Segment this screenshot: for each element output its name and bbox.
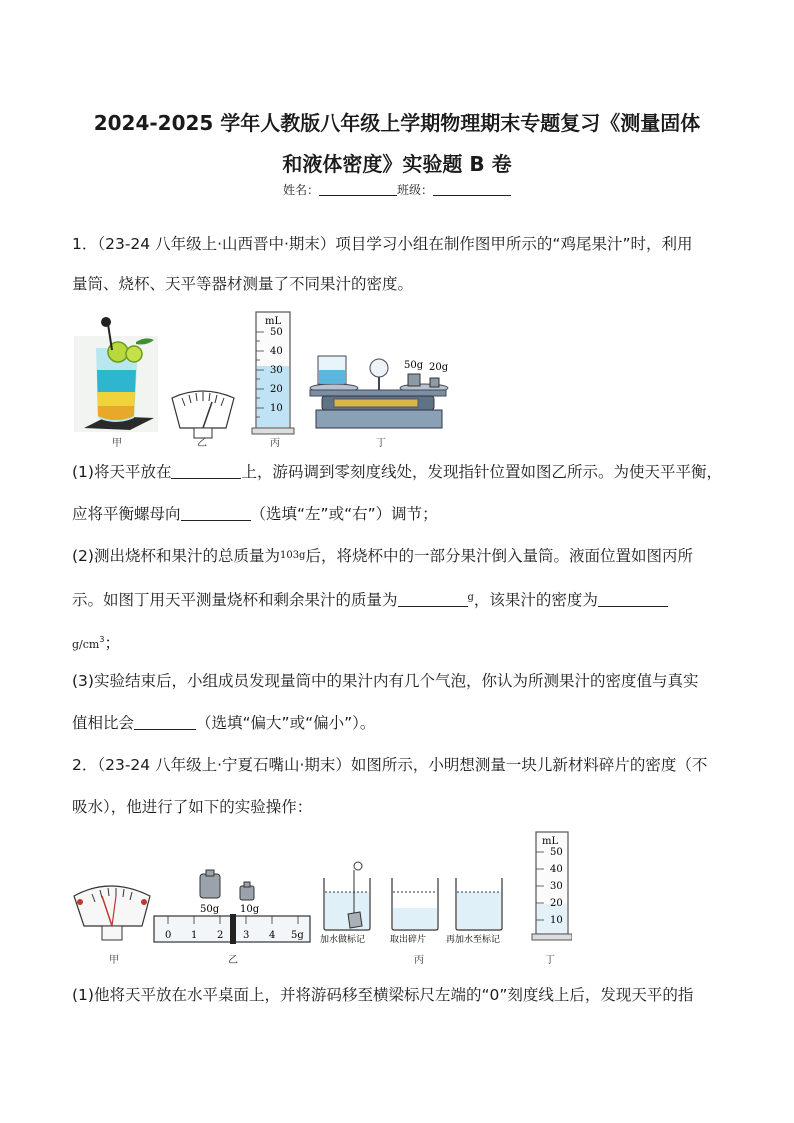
beaker-label-1: 加水做标记 bbox=[320, 935, 366, 945]
q1-caption-yi: 乙 bbox=[197, 438, 207, 449]
cylinder-tick-20: 20 bbox=[270, 384, 283, 395]
q1-blank-1[interactable] bbox=[171, 465, 241, 479]
q1-part1-line2: 应将平衡螺母向 （选填“左”或“右”）调节； bbox=[72, 505, 438, 523]
document-title-line2: 和液体密度》实验题 B 卷 bbox=[282, 152, 512, 176]
student-info-line bbox=[0, 181, 794, 198]
ruler-label-4: 4 bbox=[269, 930, 276, 941]
balance-with-weights bbox=[310, 356, 449, 428]
q1-part3-line1: (3)实验结束后，小组成员发现量筒中的果汁内有几个气泡，你认为所测果汁的密度值与真实 bbox=[72, 672, 699, 690]
q2-cylinder-tick-20: 20 bbox=[550, 898, 563, 909]
cylinder-tick-10: 10 bbox=[270, 403, 283, 414]
q1-caption-jia: 甲 bbox=[112, 438, 122, 449]
q1-part1-line1: (1)将天平放在 上，游码调到零刻度线处，发现指针位置如图乙所示。为使天平平衡， bbox=[72, 463, 722, 481]
weight-50g-label: 50g bbox=[404, 360, 424, 371]
q2-beaker-3 bbox=[456, 878, 502, 930]
cylinder-unit-label: mL bbox=[265, 316, 282, 327]
q2-caption-yi: 乙 bbox=[228, 955, 238, 966]
q2-cylinder-unit: mL bbox=[542, 836, 559, 847]
class-label: 班级： bbox=[397, 183, 434, 197]
q1-caption-ding: 丁 bbox=[376, 438, 386, 449]
q1-caption-bing: 丙 bbox=[270, 438, 280, 449]
ruler-label-3: 3 bbox=[243, 930, 250, 941]
balance-pointer-scale bbox=[172, 391, 234, 438]
ruler-label-2: 2 bbox=[217, 930, 224, 941]
cylinder-tick-40: 40 bbox=[270, 346, 283, 357]
q2-pointer-scale bbox=[74, 886, 150, 940]
q1-part2-line3: $g/cm^3$； bbox=[72, 634, 120, 652]
q1-blank-2[interactable] bbox=[181, 507, 251, 521]
q2-beaker-2 bbox=[392, 878, 438, 930]
q2-cylinder-tick-40: 40 bbox=[550, 864, 563, 875]
q2-weight-10g: 10g bbox=[240, 904, 260, 915]
q1-stem-line2: 量筒、烧杯、天平等器材测量了不同果汁的密度。 bbox=[72, 275, 414, 293]
q1-blank-3[interactable] bbox=[398, 593, 468, 607]
q1-part3-line2: 值相比会 （选填“偏大”或“偏小”）。 bbox=[72, 714, 376, 732]
name-label: 姓名： bbox=[282, 183, 319, 197]
q1-part2-line1: (2)测出烧杯和果汁的总质量为103g后，将烧杯中的一部分果汁倒入量筒。液面位置如图丙所 bbox=[72, 547, 693, 565]
q2-caption-bing: 丙 bbox=[414, 955, 424, 966]
q2-cylinder-tick-30: 30 bbox=[550, 881, 563, 892]
q2-caption-ding: 丁 bbox=[545, 955, 555, 966]
q1-blank-4[interactable] bbox=[598, 593, 668, 607]
q2-weight-50g: 50g bbox=[200, 904, 220, 915]
ruler-label-0: 0 bbox=[165, 930, 172, 941]
q1-part2-line2: 示。如图丁用天平测量烧杯和剩余果汁的质量为 $^g$，该果汁的密度为 bbox=[72, 588, 732, 610]
q1-stem-line1: 1．（23-24 八年级上·山西晋中·期末）项目学习小组在制作图甲所示的“鸡尾果汁”时，利用 bbox=[72, 235, 693, 253]
q2-stem-line2: 吸水），他进行了如下的实验操作： bbox=[72, 798, 313, 816]
document-title-line1: 2024-2025 学年人教版八年级上学期物理期末专题复习《测量固体 bbox=[93, 111, 701, 135]
q2-figure bbox=[72, 830, 572, 950]
q2-caption-jia: 甲 bbox=[109, 955, 119, 966]
q2-cylinder-tick-10: 10 bbox=[550, 915, 563, 926]
q1-figure bbox=[72, 308, 462, 440]
weight-20g-label: 20g bbox=[429, 362, 449, 373]
q2-part1-line1: (1)他将天平放在水平桌面上，并将游码移至横梁标尺左端的“0”刻度线上后，发现天平的指 bbox=[72, 986, 694, 1004]
beaker-label-3: 再加水至标记 bbox=[446, 935, 501, 945]
graduated-cylinder-q1 bbox=[252, 312, 294, 434]
q2-stem-line1: 2．（23-24 八年级上·宁夏石嘴山·期末）如图所示，小明想测量一块儿新材料碎片的密度（不 bbox=[72, 756, 708, 774]
q2-weights-and-ruler bbox=[154, 870, 310, 944]
ruler-label-1: 1 bbox=[191, 930, 198, 941]
cylinder-tick-50: 50 bbox=[270, 327, 283, 338]
q2-graduated-cylinder bbox=[532, 832, 572, 940]
class-blank[interactable] bbox=[433, 182, 511, 196]
q1-unit-g: g bbox=[467, 592, 474, 603]
name-blank[interactable] bbox=[319, 182, 397, 196]
ruler-label-5g: 5g bbox=[291, 930, 304, 941]
cylinder-tick-30: 30 bbox=[270, 365, 283, 376]
q2-cylinder-tick-50: 50 bbox=[550, 847, 563, 858]
q1-blank-5[interactable] bbox=[134, 716, 196, 730]
q1-unit-density: g/cm bbox=[72, 638, 100, 651]
cocktail-glass-image bbox=[74, 317, 158, 432]
q2-beaker-1 bbox=[324, 862, 370, 930]
beaker-label-2: 取出碎片 bbox=[390, 935, 427, 945]
q1-value-103g: 103g bbox=[279, 550, 306, 561]
